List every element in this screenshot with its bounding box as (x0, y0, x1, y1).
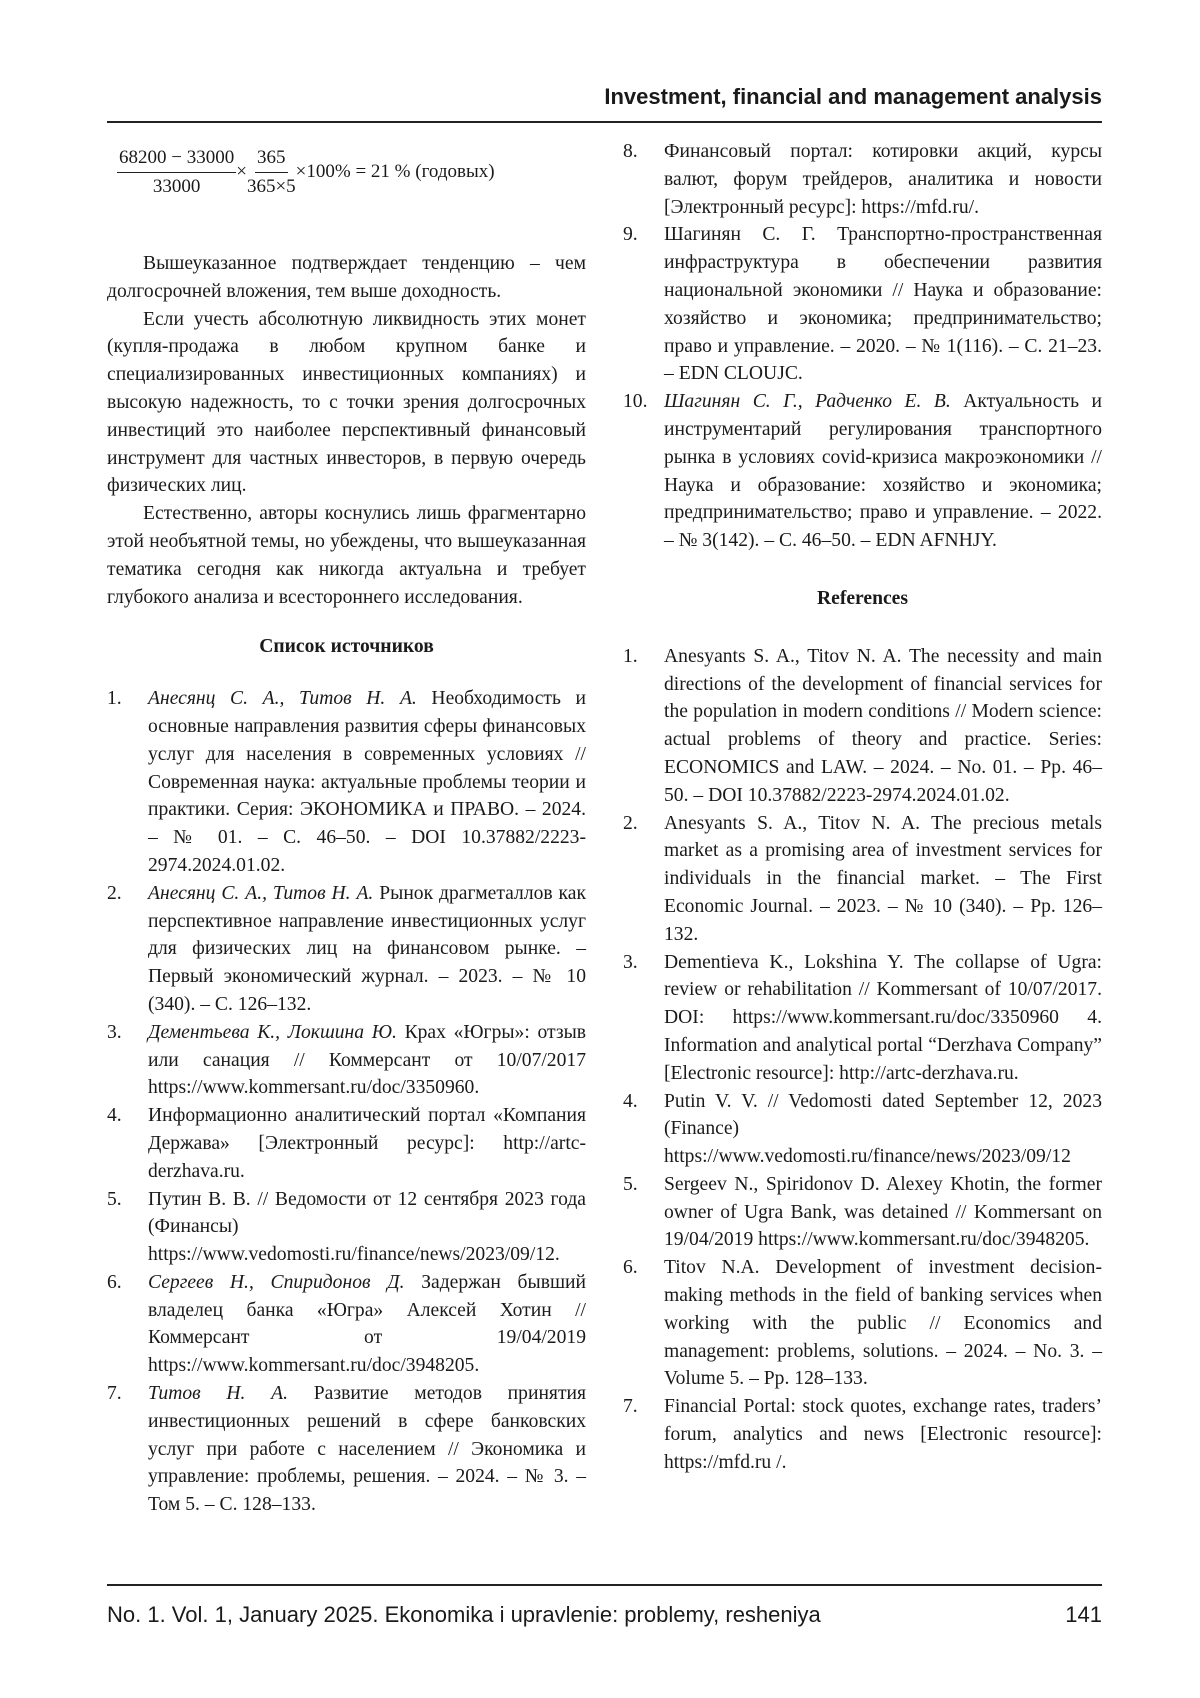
item-text (148, 685, 586, 880)
item-number: 8. (623, 138, 664, 221)
fraction-2 (247, 144, 296, 201)
list-item (623, 1088, 1102, 1171)
item-number: 3. (623, 949, 664, 1088)
item-number: 10. (623, 388, 664, 555)
item-number: 3. (107, 1019, 148, 1102)
item-body: Информационно аналитический портал «Компания Держава» [Электронный ресурс]: http://artc-derzhava.ru. (148, 1105, 586, 1182)
denominator: 365×5 (247, 173, 296, 201)
numerator: 365 (255, 144, 288, 173)
item-text (664, 1393, 1102, 1476)
times-sign: × (236, 158, 247, 186)
item-number: 4. (107, 1102, 148, 1185)
references-list (623, 643, 1102, 1477)
paragraph: Если учесть абсолютную ликвидность этих монет (купля-продажа в любом крупном банке и специализированных инвестиционных компаниях) и высокую надежность, то с точки зрения долгосрочных инвестиций это наиболее перспективный финансовый инструмент для частных инвесторов, в первую очередь физических лиц. (107, 306, 586, 501)
denominator: 33000 (153, 173, 201, 201)
item-number: 2. (623, 810, 664, 949)
formula-result: ×100% = 21 % (годовых) (296, 158, 495, 186)
item-body: Anesyants S. A., Titov N. A. The necessity and main directions of the development of financial services for the population in modern conditions // Modern science: actual problems of theory and practice. Series: ECONOMICS and LAW. – 2024. – No. 01. – Pp. 46–50. – DOI 10.37882/2223-2974.2024.01.02. (664, 646, 1102, 806)
item-number: 1. (623, 643, 664, 810)
item-number: 9. (623, 221, 664, 388)
item-number: 6. (623, 1254, 664, 1393)
running-header: Investment, financial and management analysis (604, 84, 1102, 110)
list-item (623, 138, 1102, 221)
item-text (148, 1186, 586, 1269)
item-body: Шагинян С. Г. Транспортно-пространственная инфраструктура в обеспечении развития национальной экономики // Наука и образование: хозяйство и экономика; предпринимательство; право и управление. – 2020. – № 1(116). – С. 21–23. – EDN CLOUJC. (664, 224, 1102, 384)
item-text (664, 388, 1102, 555)
item-number: 7. (107, 1380, 148, 1519)
item-body: Развитие методов принятия инвестиционных решений в сфере банковских услуг при работе с населением // Экономика и управление: проблемы, решения. – 2024. – № 3. – Том 5. – С. 128–133. (148, 1383, 586, 1515)
list-item (107, 685, 586, 880)
item-text (664, 810, 1102, 949)
list-item (623, 949, 1102, 1088)
item-body: Financial Portal: stock quotes, exchange rates, traders’ forum, analytics and news [Electronic resource]: https://mfd.ru /. (664, 1396, 1102, 1473)
item-body: Крах «Югры»: отзыв или санация // Коммерсант от 10/07/2017 https://www.kommersant.ru/doc/3350960. (148, 1022, 586, 1099)
list-item (623, 1393, 1102, 1476)
item-body: Актуальность и инструментарий регулирования транспортного рынка в условиях covid-кризиса макроэкономики // Наука и образование: хозяйство и экономика; предпринимательство; право и управление. – 2022. – № 3(142). – С. 46–50. – EDN AFNHJY. (664, 391, 1102, 551)
item-body: Anesyants S. A., Titov N. A. The precious metals market as a promising area of investment services for individuals in the financial market. – The First Economic Journal. – 2023. – № 10 (340). – Pp. 126–132. (664, 813, 1102, 945)
journal-info: No. 1. Vol. 1, January 2025. Ekonomika i upravlenie: problemy, resheniya (107, 1602, 821, 1628)
item-number: 4. (623, 1088, 664, 1171)
list-item (107, 1102, 586, 1185)
item-text (664, 1254, 1102, 1393)
item-body: Финансовый портал: котировки акций, курсы валют, форум трейдеров, аналитика и новости [Электронный ресурс]: https://mfd.ru/. (664, 141, 1102, 218)
item-text (664, 221, 1102, 388)
list-item (107, 1380, 586, 1519)
footer-rule (107, 1584, 1102, 1586)
item-text (148, 1102, 586, 1185)
item-text (148, 880, 586, 1019)
item-number: 1. (107, 685, 148, 880)
item-text (664, 138, 1102, 221)
page-number: 141 (1065, 1602, 1102, 1628)
sources-list-continued (623, 138, 1102, 555)
list-item (107, 1186, 586, 1269)
list-item (623, 643, 1102, 810)
left-column (107, 140, 586, 1519)
item-text (148, 1380, 586, 1519)
list-item (623, 388, 1102, 555)
list-item (623, 810, 1102, 949)
item-body: Задержан бывший владелец банка «Югра» Алексей Хотин // Коммерсант от 19/04/2019 https://www.kommersant.ru/doc/3948205. (148, 1272, 586, 1376)
paragraph: Естественно, авторы коснулись лишь фрагментарно этой необъятной темы, но убеждены, что вышеуказанная тематика сегодня как никогда актуальна и требует глубокого анализа и всестороннего исследования. (107, 500, 586, 611)
item-body: Рынок драгметаллов как перспективное направление инвестиционных услуг для физических лиц на финансовом рынке. – Первый экономический журнал. – 2023. – № 10 (340). – С. 126–132. (148, 883, 586, 1015)
item-text (148, 1019, 586, 1102)
header-rule (107, 121, 1102, 123)
item-text (664, 643, 1102, 810)
item-number: 5. (623, 1171, 664, 1254)
item-body: Titov N.A. Development of investment decision-making methods in the field of banking services when working with the public // Economics and management: problems, solutions. – 2024. – No. 3. – Volume 5. – Pp. 128–133. (664, 1257, 1102, 1389)
list-item (107, 880, 586, 1019)
item-text (664, 1088, 1102, 1171)
item-body: Путин В. В. // Ведомости от 12 сентября 2023 года (Финансы) https://www.vedomosti.ru/finance/news/2023/09/12. (148, 1189, 586, 1266)
item-authors: Шагинян С. Г., Радченко Е. В. (664, 391, 951, 412)
list-item (623, 1254, 1102, 1393)
fraction-1 (117, 144, 236, 201)
item-text (664, 949, 1102, 1088)
item-text (148, 1269, 586, 1380)
item-number: 5. (107, 1186, 148, 1269)
item-number: 7. (623, 1393, 664, 1476)
list-item (623, 221, 1102, 388)
references-heading: References (623, 585, 1102, 613)
item-authors: Анесянц С. А., Титов Н. А. (148, 688, 417, 709)
list-item (107, 1269, 586, 1380)
item-number: 2. (107, 880, 148, 1019)
item-body: Необходимость и основные направления развития сферы финансовых услуг для населения в современных условиях // Современная наука: актуальные проблемы теории и практики. Серия: ЭКОНОМИКА и ПРАВО. – 2024. – № 01. – С. 46–50. – DOI 10.37882/2223-2974.2024.01.02. (148, 688, 586, 876)
sources-list (107, 685, 586, 1519)
numerator: 68200 − 33000 (117, 144, 236, 173)
item-body: Dementieva K., Lokshina Y. The collapse of Ugra: review or rehabilitation // Kommersant of 10/07/2017. DOI: https://www.kommersant.ru/doc/3350960 4. Information and analytical portal “Derzhava Company” [Electronic resource]: http://artc-derzhava.ru. (664, 952, 1102, 1084)
item-authors: Сергеев Н., Спиридонов Д. (148, 1272, 405, 1293)
right-column (623, 138, 1102, 1477)
item-number: 6. (107, 1269, 148, 1380)
item-text (664, 1171, 1102, 1254)
list-item (107, 1019, 586, 1102)
paragraph: Вышеуказанное подтверждает тенденцию – чем долгосрочней вложения, тем выше доходность. (107, 250, 586, 306)
list-item (623, 1171, 1102, 1254)
item-authors: Дементьева К., Локшина Ю. (148, 1022, 397, 1043)
item-authors: Титов Н. А. (148, 1383, 288, 1404)
formula (117, 140, 586, 204)
item-body: Sergeev N., Spiridonov D. Alexey Khotin, the former owner of Ugra Bank, was detained // Kommersant on 19/04/2019 https://www.kommersant.ru/doc/3948205. (664, 1174, 1102, 1251)
sources-heading: Список источников (107, 633, 586, 661)
item-body: Putin V. V. // Vedomosti dated September 12, 2023 (Finance) https://www.vedomosti.ru/finance/news/2023/09/12 (664, 1091, 1102, 1168)
footer (107, 1602, 1102, 1628)
item-authors: Анесянц С. А., Титов Н. А. (148, 883, 373, 904)
